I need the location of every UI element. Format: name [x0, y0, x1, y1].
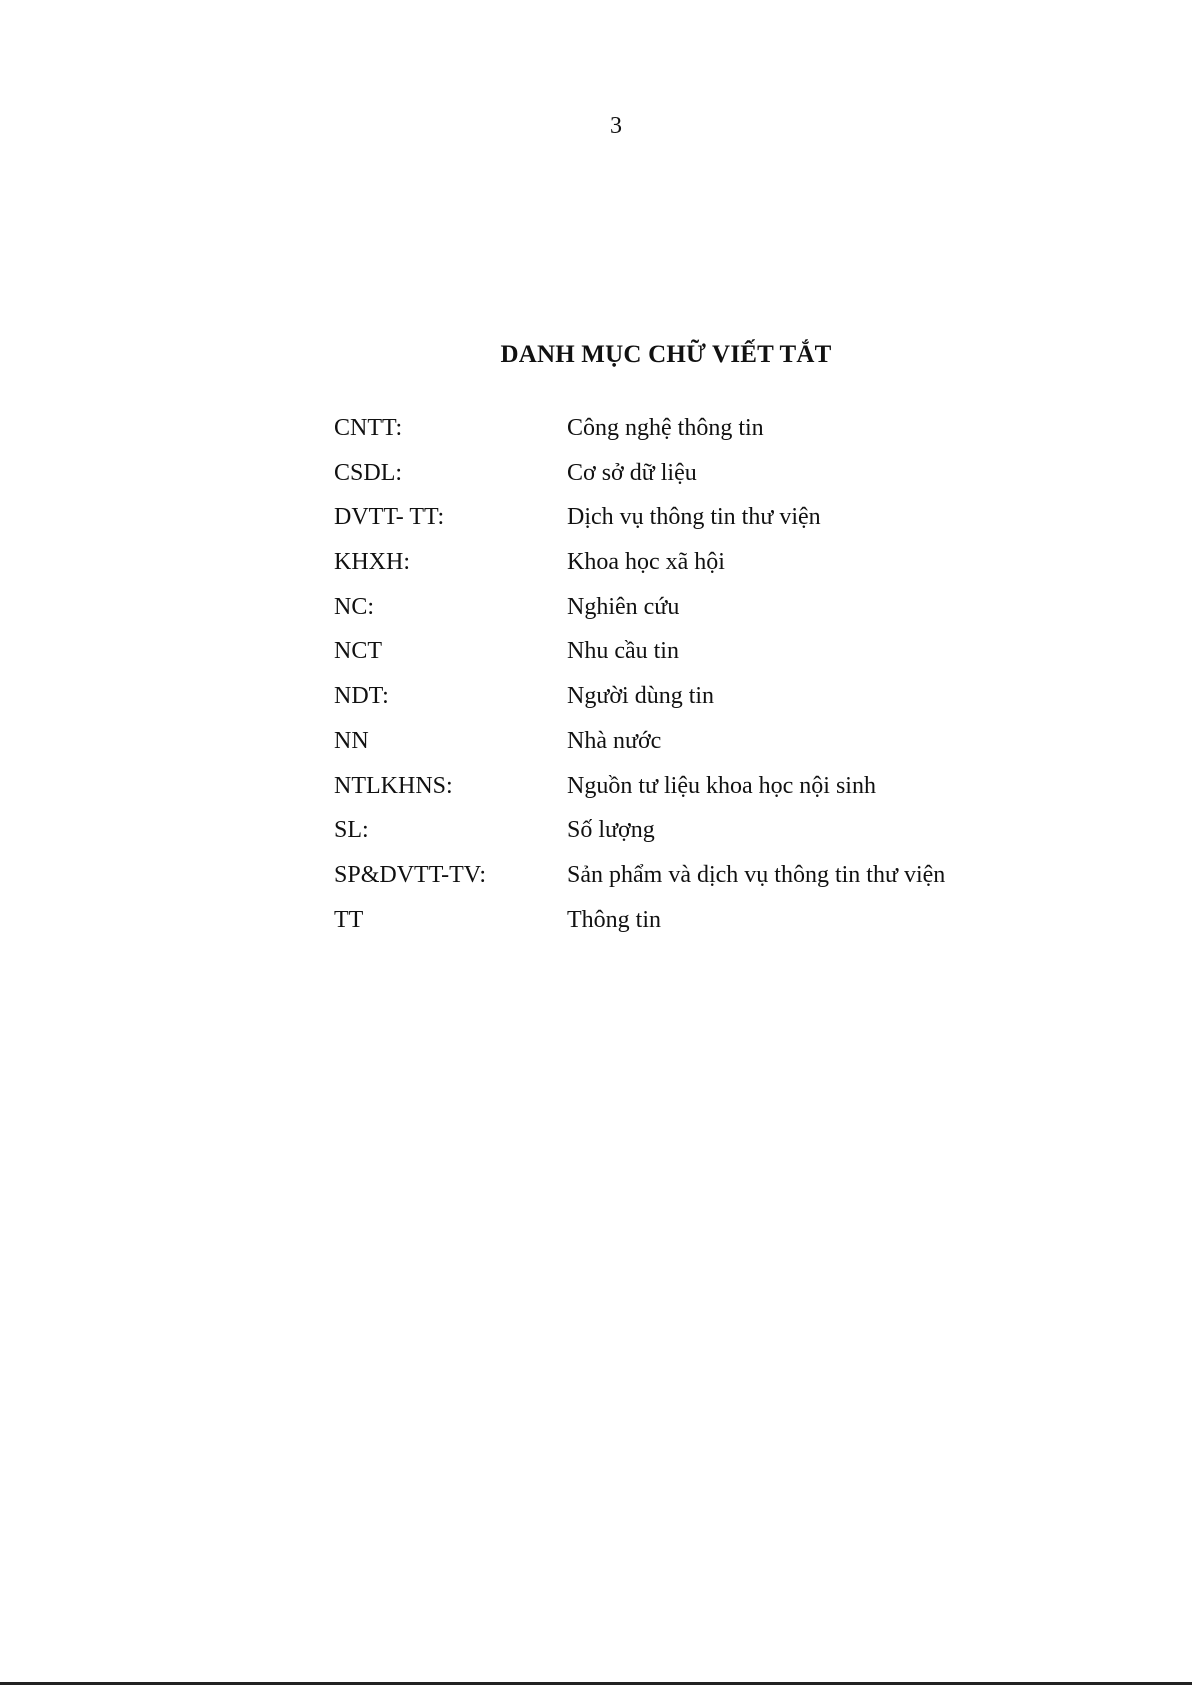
abbreviation-term: NDT: — [334, 683, 389, 710]
abbreviation-definition: Dịch vụ thông tin thư viện — [567, 504, 821, 531]
abbreviation-definition: Người dùng tin — [567, 683, 715, 710]
abbreviation-term: NTLKHNS: — [334, 772, 453, 799]
abbreviation-row — [334, 412, 1074, 457]
abbreviation-definition: Công nghệ thông tin — [567, 415, 764, 441]
abbreviation-row — [334, 859, 1074, 904]
abbreviation-term: NN — [334, 727, 369, 754]
abbreviation-row — [334, 904, 1074, 949]
abbreviation-term: NC: — [334, 593, 375, 620]
abbreviation-row — [334, 814, 1074, 859]
abbreviation-term: CSDL: — [334, 459, 403, 486]
abbreviation-definition: Sản phẩm và dịch vụ thông tin thư viện — [567, 861, 946, 888]
abbreviation-row — [334, 501, 1074, 546]
abbreviation-row — [334, 546, 1074, 591]
page-title: DANH MỤC CHỮ VIẾT TẮT — [500, 340, 832, 368]
abbreviation-row — [334, 635, 1074, 680]
abbreviation-term: DVTT- TT: — [334, 504, 445, 531]
abbreviation-definition: Nguồn tư liệu khoa học nội sinh — [567, 772, 876, 799]
abbreviation-definition: Thông tin — [567, 906, 661, 933]
abbreviation-term: TT — [334, 906, 364, 933]
abbreviation-term: SL: — [334, 817, 369, 844]
abbreviation-definition: Nghiên cứu — [567, 593, 680, 620]
abbreviation-term: SP&DVTT-TV: — [334, 861, 487, 888]
abbreviation-row — [334, 770, 1074, 815]
abbreviation-term: NCT — [334, 638, 382, 665]
abbreviation-term: KHXH: — [334, 549, 410, 576]
abbreviation-definition: Nhu cầu tin — [567, 638, 679, 665]
abbreviation-list — [334, 412, 1074, 948]
page-number: 3 — [610, 113, 622, 139]
abbreviation-definition: Số lượng — [567, 817, 655, 844]
abbreviation-definition: Nhà nước — [567, 727, 662, 754]
abbreviation-row — [334, 591, 1074, 636]
abbreviation-row — [334, 457, 1074, 502]
abbreviation-row — [334, 680, 1074, 725]
abbreviation-row — [334, 725, 1074, 770]
abbreviation-definition: Khoa học xã hội — [567, 549, 725, 576]
abbreviation-term: CNTT: — [334, 415, 403, 441]
abbreviation-definition: Cơ sở dữ liệu — [567, 459, 697, 486]
